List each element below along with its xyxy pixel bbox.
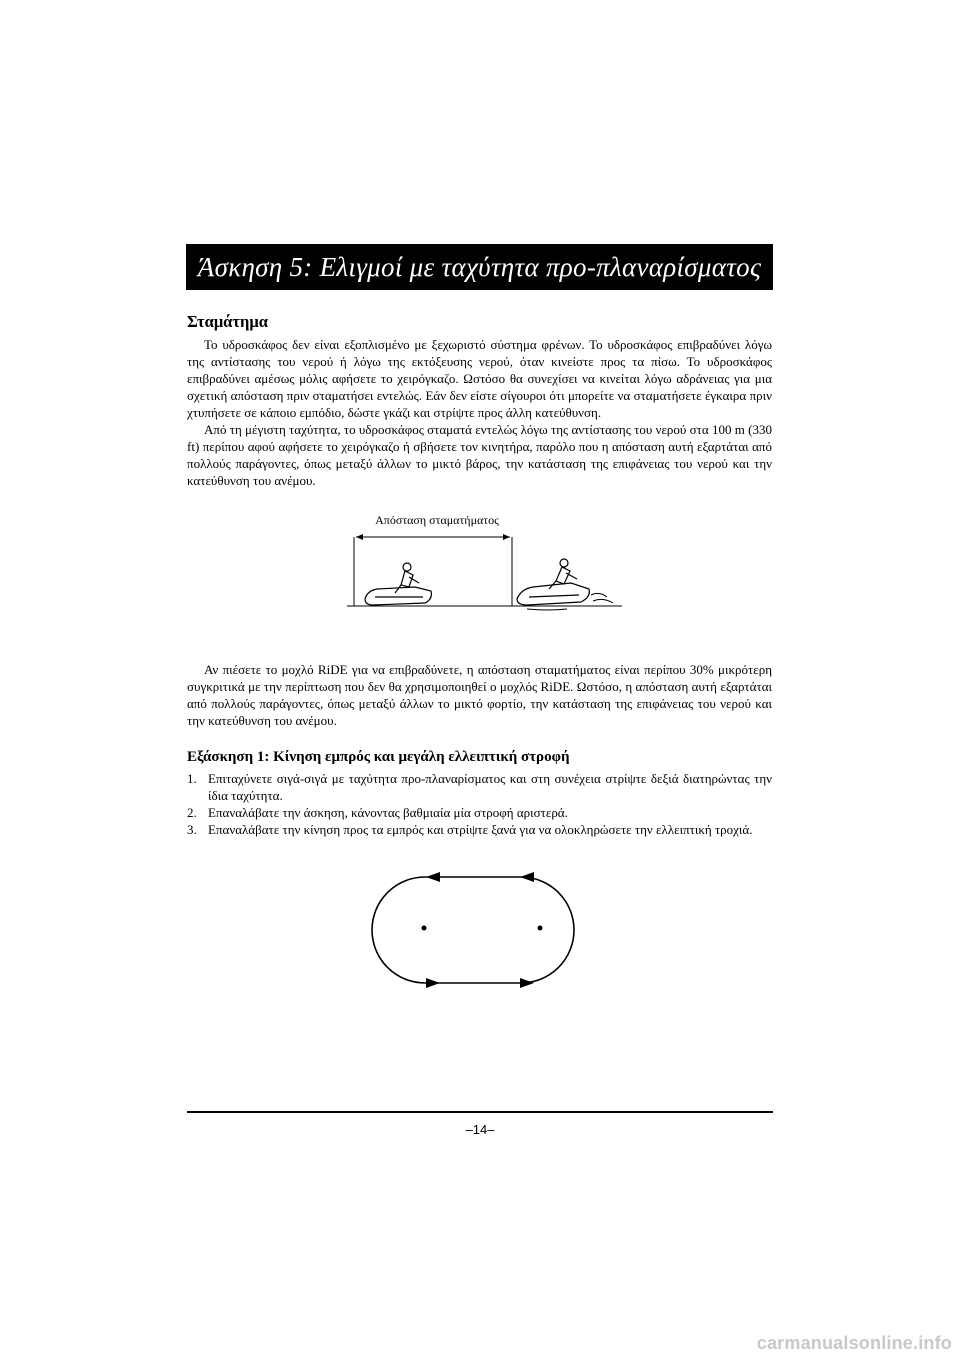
track-arrow-top-left-icon: [426, 872, 440, 882]
watercraft-stopped-icon: [365, 563, 431, 605]
arrow-right-icon: [503, 534, 510, 540]
list-item: 2. Επαναλάβατε την άσκηση, κάνοντας βαθμιαία μία στροφή αριστερά.: [187, 805, 568, 820]
arrow-left-icon: [356, 534, 363, 540]
stopping-heading: Σταμάτημα: [187, 312, 268, 331]
page-content: [187, 312, 772, 838]
list-item: 3. Επαναλάβατε την κίνηση προς τα εμπρός και στρίψτε ξανά για να ολοκληρώσετε την ελλειπτική τροχιά.: [187, 822, 753, 837]
footer-rule: [187, 1111, 773, 1113]
stopping-paragraph-2: Από τη μέγιστη ταχύτητα, το υδροσκάφος σταματά εντελώς λόγω της αντίστασης του νερού στα 100 m (330 ft) περίπου αφού αφήσετε το χειρόγκαζο ή σβήσετε τον κινητήρα, παρόλο που η απόσταση αυτή εξαρτάται από πολλούς παράγοντες, όπως μεταξύ άλλων το μικτό βάρος, την κατάσταση της επιφάνειας του νερού και την κατεύθυνση του ανέμου.: [187, 422, 772, 488]
page-number: –14–: [465, 1122, 495, 1137]
track-arrow-top-right-icon: [520, 872, 534, 882]
stopping-paragraph-1: Το υδροσκάφος δεν είναι εξοπλισμένο με ξεχωριστό σύστημα φρένων. Το υδροσκάφος επιβραδύνει λόγω της αντίστασης του νερού ή λόγω της εκτόξευσης νερού, όταν κινείστε προς τα πίσω. Το υδροσκάφος επιβραδύνει αμέσως μόλις αφήσετε το χειρόγκαζο. Ωστόσο θα συνεχίσει να κινείται λόγω αδράνειας για μια σχετική απόσταση πριν σταματήσει εντελώς. Εάν δεν είστε σίγουροι ότι μπορείτε να σταματήσετε έγκαιρα πριν χτυπήσετε σε κάποιο εμπόδιο, δώστε γκάζι και στρίψτε προς άλλη κατεύθυνση.: [187, 337, 772, 420]
exercise-1-heading: Εξάσκηση 1: Κίνηση εμπρός και μεγάλη ελλειπτική στροφή: [187, 749, 570, 765]
stopping-paragraph-3: Αν πιέσετε το μοχλό RiDE για να επιβραδύνετε, η απόσταση σταματήματος είναι περίπου 30% μικρότερη συγκριτικά με την περίπτωση που δεν θα χρησιμοποιηθεί ο μοχλός RiDE. Ωστόσο, η απόσταση αυτή εξαρτάται από πολλούς παράγοντες, όπως μεταξύ άλλων το μικτό φορτίο, την κατάσταση της επιφάνειας του νερού και την κατεύθυνση του ανέμου.: [187, 662, 772, 728]
turn-center-left-dot: [422, 926, 427, 931]
watercraft-moving-icon: [517, 559, 589, 605]
list-item: 1. Επιταχύνετε σιγά-σιγά με ταχύτητα προ-πλαναρίσματος και στη συνέχεια στρίψτε δεξιά διατηρώντας την ίδια ταχύτητα.: [187, 771, 772, 803]
watermark: carmanualsonline.info: [756, 1333, 952, 1353]
stopping-distance-figure: [187, 513, 772, 643]
exercise-1-steps: [187, 770, 772, 838]
track-arrow-bottom-left-icon: [426, 978, 440, 988]
elliptical-track-figure: [370, 872, 576, 990]
turn-center-right-dot: [538, 926, 543, 931]
elliptical-track-path: [372, 877, 574, 983]
stopping-distance-label: Απόσταση σταματήματος: [375, 513, 499, 527]
track-arrow-bottom-right-icon: [520, 978, 534, 988]
elliptical-track-diagram: [370, 872, 576, 990]
section-title: Άσκηση 5: Ελιγμοί με ταχύτητα προ-πλαναρίσματος: [197, 251, 762, 282]
stopping-distance-illustration: [187, 513, 772, 643]
section-title-banner: [186, 244, 773, 290]
